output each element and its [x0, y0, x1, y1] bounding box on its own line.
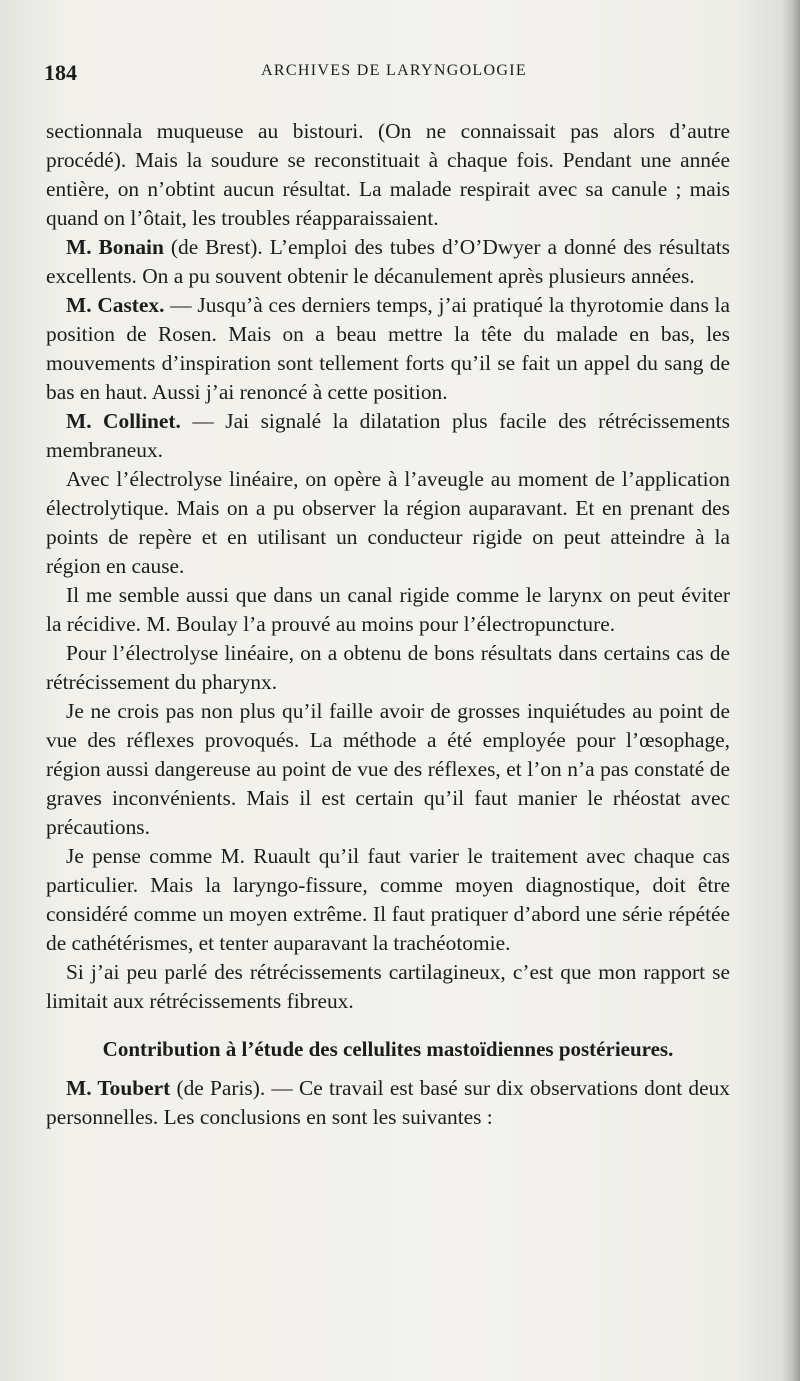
paragraph-text: — Jusqu’à ces derniers temps, j’ai pratiqué la thyrotomie dans la position de Rosen. Mais on a beau mettre la tête du malade en bas, les mouvements d’inspiration sont tellement forts qu’il se fait un appel du sang de bas en haut. Aussi j’ai renoncé à cette position. [46, 293, 730, 404]
paragraph [46, 117, 730, 233]
paragraph-text: Je ne crois pas non plus qu’il faille avoir de grosses inquiétudes au point de vue des réflexes provoqués. La méthode a été employée pour l’œsophage, région aussi dangereuse au point de vue des réflexes, et l’on n’a pas constaté de graves inconvénients. Mais il est certain qu’il faut manier le rhéostat avec précautions. [46, 699, 730, 839]
paragraph [46, 581, 730, 639]
paragraph-text: sectionnala muqueuse au bistouri. (On ne connaissait pas alors d’autre procédé). Mais la soudure se reconstituait à chaque fois. Pendant une année entière, on n’obtint aucun résultat. La malade respirait avec sa canule ; mais quand on l’ôtait, les troubles réapparaissaient. [46, 119, 730, 230]
page-header [44, 60, 744, 90]
page-edge-shadow [782, 0, 800, 1381]
running-head: ARCHIVES DE LARYNGOLOGIE [261, 62, 527, 79]
paragraph [46, 407, 730, 465]
paragraph [46, 465, 730, 581]
speaker-name: M. Toubert [66, 1076, 171, 1100]
paragraph-text: Avec l’électrolyse linéaire, on opère à l’aveugle au moment de l’application électrolytique. Mais on a pu observer la région auparavant. Et en prenant des points de repère et en utilisant un conducteur rigide on peut atteindre à la région en cause. [46, 467, 730, 578]
paragraph [46, 291, 730, 407]
paragraph-text: Pour l’électrolyse linéaire, on a obtenu de bons résultats dans certains cas de rétrécissement du pharynx. [46, 641, 730, 694]
page-number: 184 [44, 60, 77, 85]
speaker-name: M. Collinet. [66, 409, 181, 433]
body-text [46, 117, 730, 1132]
paragraph-text: — Jai signalé la dilatation plus facile des rétrécissements membraneux. [46, 409, 730, 462]
paragraph [46, 697, 730, 842]
speaker-name: M. Castex. [66, 293, 165, 317]
paragraph [46, 233, 730, 291]
paragraph-text: Il me semble aussi que dans un canal rigide comme le larynx on peut éviter la récidive. M. Boulay l’a prouvé au moins pour l’électropuncture. [46, 583, 730, 636]
paragraph-text: Je pense comme M. Ruault qu’il faut varier le traitement avec chaque cas particulier. Mais la laryngo-fissure, comme moyen diagnostique, doit être considéré comme un moyen extrême. Il faut pratiquer d’abord une série répétée de cathétérismes, et tenter auparavant la trachéotomie. [46, 844, 730, 955]
section-title: Contribution à l’étude des cellulites mastoïdiennes postérieures. [102, 1037, 674, 1061]
paragraph [46, 1074, 730, 1132]
paragraph [46, 639, 730, 697]
paragraph-text: Si j’ai peu parlé des rétrécissements cartilagineux, c’est que mon rapport se limitait aux rétrécissements fibreux. [46, 960, 730, 1013]
paragraph-text: (de Paris). — Ce travail est basé sur dix observations dont deux personnelles. Les conclusions en sont les suivantes : [46, 1076, 730, 1129]
paragraph [46, 958, 730, 1016]
paragraph [46, 842, 730, 958]
paragraph-text: (de Brest). L’emploi des tubes d’O’Dwyer a donné des résultats excellents. On a pu souvent obtenir le décanulement après plusieurs années. [46, 235, 730, 288]
speaker-name: M. Bonain [66, 235, 164, 259]
